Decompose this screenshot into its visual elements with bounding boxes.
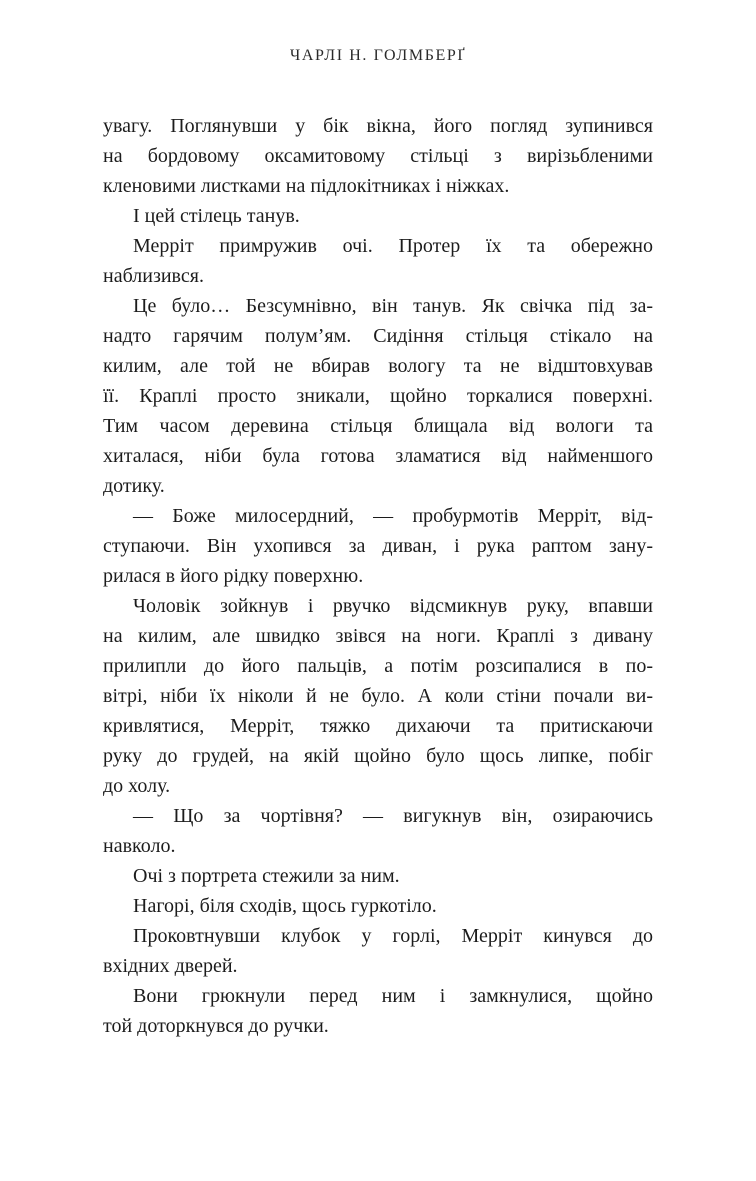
text-line: навколо. — [103, 835, 176, 857]
text-line: руку до грудей, на якій щойно було щось липке, побіг — [103, 745, 653, 767]
text-line: вітрі, ніби їх ніколи й не було. А коли стіни почали ви- — [103, 685, 653, 707]
text-line: рилася в його рідку поверхню. — [103, 565, 364, 587]
running-header: ЧАРЛІ Н. ГОЛМБЕРҐ — [289, 47, 467, 64]
paragraph — [103, 861, 653, 891]
text-line: наблизився. — [103, 265, 204, 287]
text-line: Вони грюкнули перед ним і замкнулися, щойно — [133, 985, 653, 1007]
paragraph — [103, 231, 653, 291]
text-line: прилипли до його пальців, а потім розсипалися в по- — [103, 655, 653, 677]
text-line: ступаючи. Він ухопився за диван, і рука раптом зану- — [103, 535, 653, 557]
paragraph — [103, 801, 653, 861]
paragraph — [103, 501, 653, 591]
text-line: кривлятися, Мерріт, тяжко дихаючи та притискаючи — [103, 715, 653, 737]
paragraph — [103, 891, 653, 921]
text-line: Чоловік зойкнув і рвучко відсмикнув руку, впавши — [133, 595, 653, 617]
text-line: увагу. Поглянувши у бік вікна, його погляд зупинився — [103, 115, 653, 137]
paragraph — [103, 111, 653, 201]
text-line: Нагорі, біля сходів, щось гуркотіло. — [133, 895, 437, 917]
text-line: Проковтнувши клубок у горлі, Мерріт кинувся до — [133, 925, 653, 947]
text-line: — Боже милосердний, — пробурмотів Мерріт, від- — [133, 505, 653, 527]
text-line: вхідних дверей. — [103, 955, 238, 977]
text-line: до холу. — [103, 775, 171, 797]
paragraph — [103, 591, 653, 801]
text-line: килим, але той не вбирав вологу та не відштовхував — [103, 355, 653, 377]
text-line: її. Краплі просто зникали, щойно торкалися поверхні. — [103, 385, 653, 407]
paragraph — [103, 291, 653, 501]
body-text-block — [103, 111, 653, 1041]
text-line: І цей стілець танув. — [133, 205, 300, 227]
text-line: дотику. — [103, 475, 165, 497]
text-line: надто гарячим полум’ям. Сидіння стільця стікало на — [103, 325, 653, 347]
text-line: на бордовому оксамитовому стільці з вирізьбленими — [103, 145, 653, 167]
paragraph — [103, 201, 653, 231]
text-line: Тим часом деревина стільця блищала від вологи та — [103, 415, 653, 437]
text-line: Це було… Безсумнівно, він танув. Як свічка під за- — [133, 295, 653, 317]
text-line: Очі з портрета стежили за ним. — [133, 865, 400, 887]
text-line: — Що за чортівня? — вигукнув він, озираючись — [133, 805, 653, 827]
paragraph — [103, 981, 653, 1041]
text-line: той доторкнувся до ручки. — [103, 1015, 329, 1037]
text-line: Мерріт примружив очі. Протер їх та обережно — [133, 235, 653, 257]
paragraph — [103, 921, 653, 981]
text-line: на килим, але швидко звівся на ноги. Краплі з дивану — [103, 625, 653, 647]
text-line: хиталася, ніби була готова зламатися від найменшого — [103, 445, 653, 467]
text-line: кленовими листками на підлокітниках і ніжках. — [103, 175, 510, 197]
